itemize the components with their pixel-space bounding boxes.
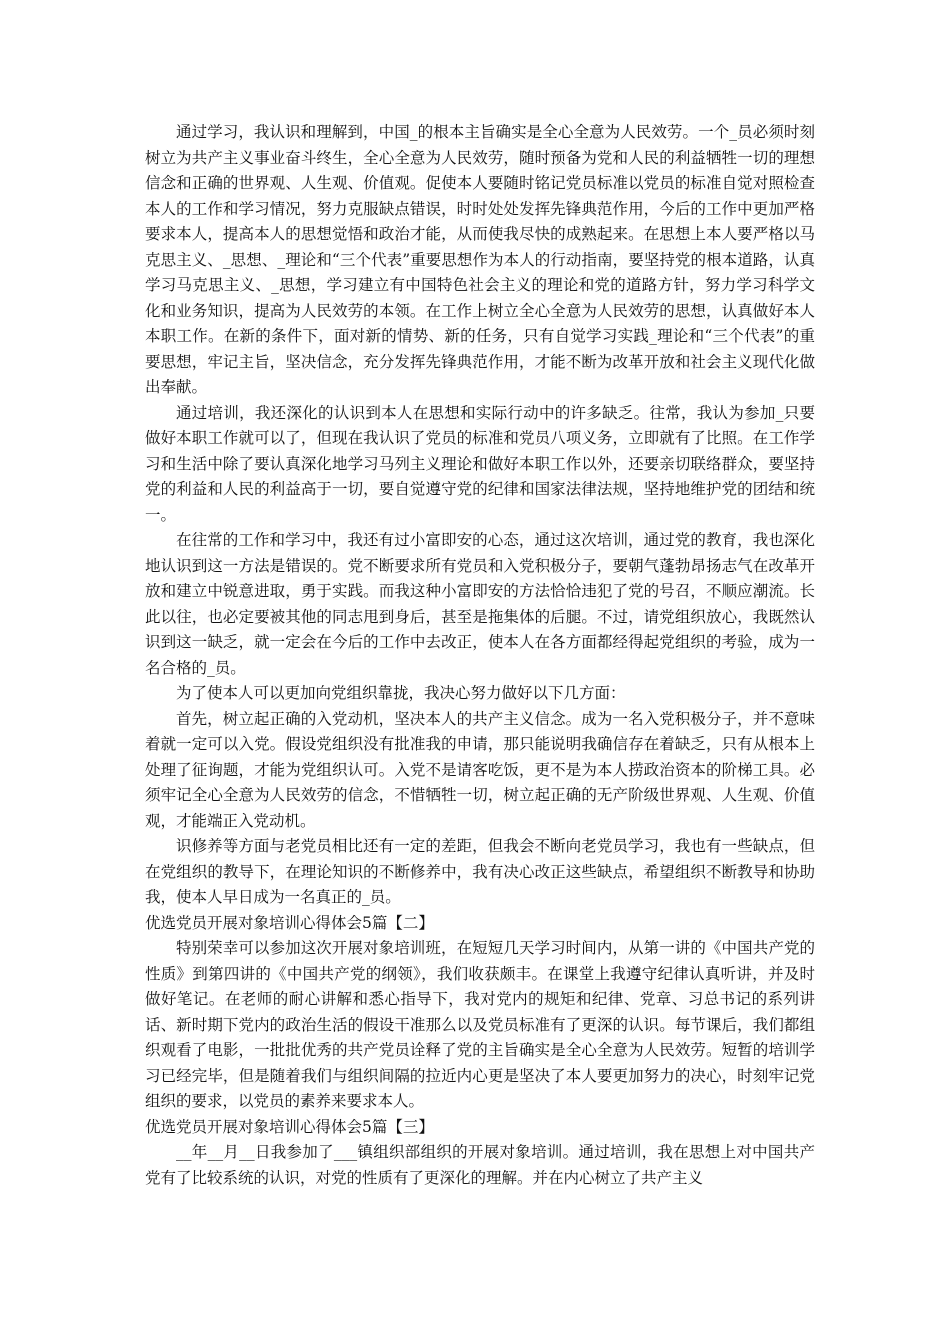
paragraph-2: 通过培训，我还深化的认识到本人在思想和实际行动中的许多缺乏。往常，我认为参加_只要做好本职工作就可以了，但现在我认识了党员的标准和党员八项义务，立即就有了比照。在工作学习和生活中除了要认真深化地学习马列主义理论和做好本职工作以外，还要亲切联络群众，要坚持党的利益和人民的利益高于一切，要自觉遵守党的纪律和国家法律法规，坚持地维护党的团结和统一。 (145, 403, 815, 524)
paragraph-3: 在往常的工作和学习中，我还有过小富即安的心态，通过这次培训，通过党的教育，我也深化地认识到这一方法是错误的。党不断要求所有党员和入党积极分子，要朝气蓬勃昂扬志气在改革开放和建立中锐意进取，勇于实践。而我这种小富即安的方法恰恰违犯了党的号召，不顺应潮流。长此以往，也必定要被其他的同志甩到身后，甚至是拖集体的后腿。不过，请党组织放心，我既然认识到这一缺乏，就一定会在今后的工作中去改正，使本人在各方面都经得起党组织的考验，成为一名合格的_员。 (145, 531, 815, 677)
section-heading-3: 优选党员开展对象培训心得体会5篇【三】 (145, 1117, 434, 1136)
paragraph-6: 识修养等方面与老党员相比还有一定的差距，但我会不断向老党员学习，我也有一些缺点，但在党组织的教导下，在理论知识的不断修养中，我有决心改正这些缺点，希望组织不断教导和协助我，使本人早日成为一名真正的_员。 (145, 837, 815, 906)
paragraph-5: 首先，树立起正确的入党动机，坚决本人的共产主义信念。成为一名入党积极分子，并不意味着就一定可以入党。假设党组织没有批准我的申请，那只能说明我确信存在着缺乏，只有从根本上处理了征询题，才能为党组织认可。入党不是请客吃饭，更不是为本人捞政治资本的阶梯工具。必须牢记全心全意为人民效劳的信念，不惜牺牲一切，树立起正确的无产阶级世界观、人生观、价值观，才能端正入党动机。 (145, 709, 815, 830)
section-heading-2: 优选党员开展对象培训心得体会5篇【二】 (145, 913, 434, 932)
paragraph-7: 特别荣幸可以参加这次开展对象培训班，在短短几天学习时间内，从第一讲的《中国共产党的性质》到第四讲的《中国共产党的纲领》，我们收获颇丰。在课堂上我遵守纪律认真听讲，并及时做好笔记。在老师的耐心讲解和悉心指导下，我对党内的规矩和纪律、党章、习总书记的系列讲话、新时期下党内的政治生活的假设干准那么以及党员标准有了更深的认识。每节课后，我们都组织观看了电影，一批批优秀的共产党员诠释了党的主旨确实是全心全意为人民效劳。短暂的培训学习已经完毕，但是随着我们与组织间隔的拉近内心更是坚决了本人要更加努力的决心，时刻牢记党组织的要求，以党员的素养来要求本人。 (145, 939, 815, 1110)
paragraph-1: 通过学习，我认识和理解到，中国_的根本主旨确实是全心全意为人民效劳。一个_员必须时刻树立为共产主义事业奋斗终生，全心全意为人民效劳，随时预备为党和人民的利益牺牲一切的理想信念和正确的世界观、人生观、价值观。促使本人要随时铭记党员标准以党员的标准自觉对照检查本人的工作和学习情况，努力克服缺点错误，时时处处发挥先锋典范作用，今后的工作中更加严格要求本人，提高本人的思想觉悟和政治才能，从而使我尽快的成熟起来。在思想上本人要严格以马克思主义、_思想、_理论和“三个代表”重要思想作为本人的行动指南，要坚持党的根本道路，认真学习马克思主义、_思想，学习建立有中国特色社会主义的理论和党的道路方针，努力学习科学文化和业务知识，提高为人民效劳的本领。在工作上树立全心全意为人民效劳的思想，认真做好本人本职工作。在新的条件下，面对新的情势、新的任务，只有自觉学习实践_理论和“三个代表”的重要思想，牢记主旨，坚决信念，充分发挥先锋典范作用，才能不断为改革开放和社会主义现代化做出奉献。 (145, 123, 815, 396)
document-page (145, 120, 815, 1191)
paragraph-4: 为了使本人可以更加向党组织靠拢，我决心努力做好以下几方面： (176, 684, 626, 702)
paragraph-8: __年__月__日我参加了___镇组织部组织的开展对象培训。通过培训，我在思想上对中国共产党有了比较系统的认识，对党的性质有了更深化的理解。并在内心树立了共产主义 (145, 1143, 815, 1187)
